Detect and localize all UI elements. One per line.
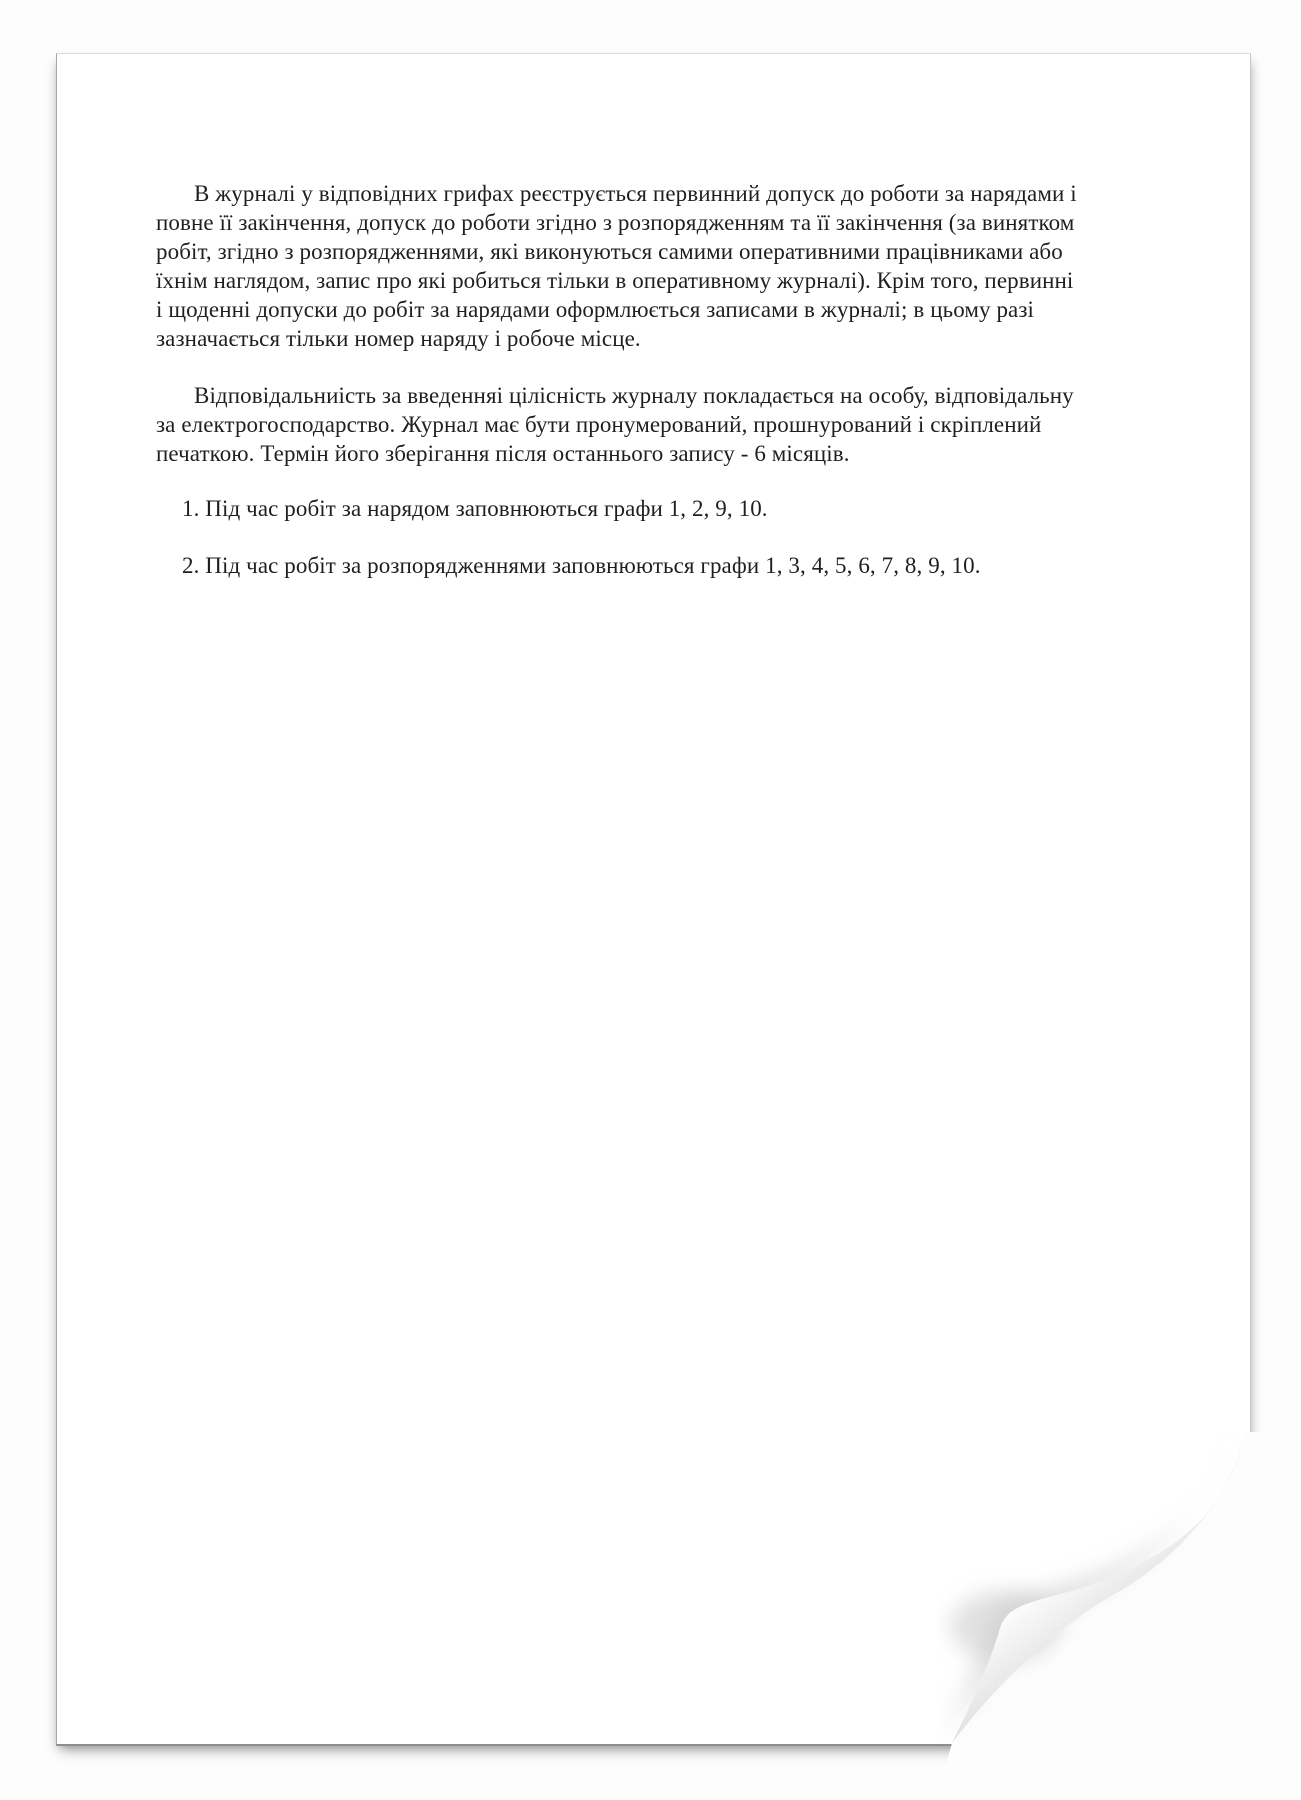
document-text bbox=[156, 179, 1161, 608]
curl-crescent bbox=[952, 1436, 1245, 1743]
document-page bbox=[56, 53, 1251, 1746]
curl-backdrop bbox=[943, 1432, 1282, 1776]
text-line: і щоденні допуски до робіт за нарядами оформлюється записами в журналі; в цьому разі bbox=[156, 297, 1035, 322]
list-item-1: 1. Під час робіт за нарядом заповнюються графи 1, 2, 9, 10. bbox=[182, 496, 768, 521]
text-line: їхнім наглядом, запис про які робиться тільки в оперативному журналі). Крім того, первинні bbox=[156, 268, 1074, 293]
curl-shadow-blob bbox=[950, 1591, 1060, 1661]
text-line: печаткою. Термін його зберігання після останнього запису - 6 місяців. bbox=[156, 441, 850, 466]
text-line: робіт, згідно з розпорядженнями, які виконуються самими оперативними працівниками або bbox=[156, 239, 1063, 264]
paragraph-1 bbox=[156, 179, 1161, 353]
page-curl bbox=[937, 1414, 1282, 1776]
text-line: повне її закінчення, допуск до роботи згідно з розпорядженням та її закінчення (за винятком bbox=[156, 210, 1075, 235]
text-line: зазначається тільки номер наряду і робоче місце. bbox=[156, 326, 641, 351]
text-line: за електрогосподарство. Журнал має бути пронумерований, прошнурований і скріплений bbox=[156, 412, 1042, 437]
list-item-2: 2. Під час робіт за розпорядженнями заповнюються графи 1, 3, 4, 5, 6, 7, 8, 9, 10. bbox=[182, 553, 981, 578]
text-line: В журналі у відповідних грифах реєструється первинний допуск до роботи за нарядами і bbox=[194, 181, 1077, 206]
paragraph-2 bbox=[156, 381, 1161, 468]
curl-shadow bbox=[943, 1429, 1236, 1736]
text-line: Відповідальниість за введенняі цілісність журналу покладається на особу, відповідальну bbox=[194, 383, 1074, 408]
